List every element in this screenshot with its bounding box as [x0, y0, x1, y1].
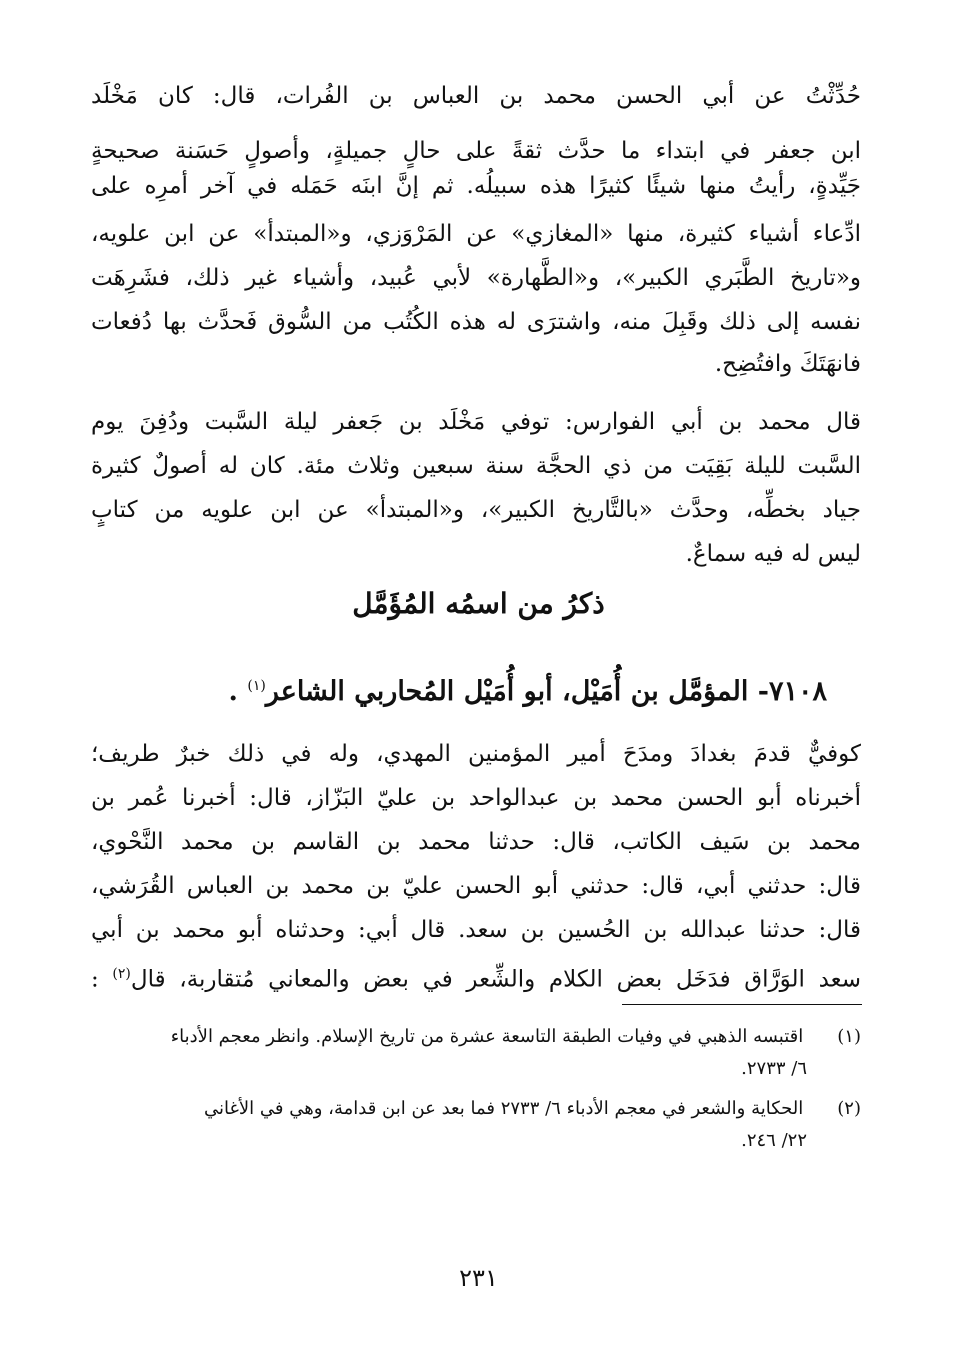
- footnote-rule: [622, 1004, 862, 1005]
- footnote-text: الحكاية والشعر في معجم الأدباء ٦/ ٢٧٣٣ فما بعد عن ابن قدامة، وهي في الأغاني: [204, 1098, 804, 1119]
- footnote-number: (١): [837, 1026, 861, 1047]
- text-line: ليس له فيه سماعٌ.: [685, 541, 861, 567]
- text-line: و«تاريخ الطَّبَري الكبير»، و«الطَّهارة» لأبي عُبيد، وأشياء غير ذلك، فشَرِهَت: [91, 265, 861, 291]
- text-line: [91, 952, 861, 996]
- footnote: [91, 1094, 861, 1124]
- text-line: السَّبت لليلة بَقِيَت من ذي الحجَّة سنة سبعين وثلاث مئة. كان له أصولٌ كثيرة: [91, 453, 861, 479]
- text-line: فانهَتَكَ وافتُضِح.: [714, 351, 861, 377]
- text-line-content: سعد الوَرَّاق فدَخَل بعض الكلام والشِّعر في بعض والمعاني مُتقاربة، قال: [130, 966, 861, 993]
- text-line: أخبرناه أبو الحسن محمد بن عبدالواحد بن عليّ البَزّاز، قال: أخبرنا عُمر بن: [91, 785, 861, 811]
- text-line: ادِّعاء أشياء كثيرة، منها «المغازي» عن المَرْوَزي، و«المبتدأ» عن ابن علويه،: [91, 221, 861, 247]
- page-number: ٢٣١: [459, 1264, 498, 1292]
- text-line: قال: حدثنا عبدالله بن الحُسين بن سعد. قال أبي: وحدثناه أبو محمد بن أبي: [91, 917, 861, 943]
- text-line: محمد بن سَيف الكاتب، قال: حدثنا محمد بن القاسم بن محمد النَّحْوي،: [91, 829, 861, 855]
- text-line: كوفيٌّ قدمَ بغدادَ ومدَحَ أمير المؤمنين المهدي، وله في ذلك خبرٌ طريف؛: [91, 741, 861, 767]
- text-line: نفسه إلى ذلك وقَبِلَ منه، واشترَى له هذه الكُتُب من السُّوق فَحدَّث بها دُفعات: [91, 309, 861, 335]
- text-line: قال محمد بن أبي الفوارس: توفي مَخْلَد بن جَعفر ليلة السَّبت ودُفِنَ يوم: [91, 409, 861, 435]
- footnote: [91, 1022, 861, 1052]
- footnote-number: (٢): [837, 1098, 861, 1119]
- text-line: قال: حدثني أبي، قال: حدثني أبو الحسن عليّ بن محمد بن العباس القُرَشي،: [91, 873, 861, 899]
- text-line: جَيِّدةٍ، رأيتُ منها شيئًا كثيرًا هذه سبيلُه. ثم إنَّ ابنَه حَمَله في آخر أمرِه على: [91, 173, 861, 199]
- footnote-continuation: ٢٢/ ٢٤٦.: [741, 1130, 807, 1151]
- entry-title: [96, 662, 827, 716]
- text-line-trail: :: [91, 966, 99, 993]
- footnote-reference: (١): [247, 678, 266, 694]
- footnote-continuation: ٦/ ٢٧٣٣.: [741, 1058, 807, 1079]
- footnote-text: اقتبسه الذهبي في وفيات الطبقة التاسعة عشرة من تاريخ الإسلام. وانظر معجم الأدباء: [170, 1026, 804, 1047]
- text-line: حُدِّثْتُ عن أبي الحسن محمد بن العباس بن الفُرات، قال: كان مَخْلَد: [91, 83, 861, 109]
- section-heading: ذكرُ من اسمُه المُؤَمَّل: [352, 587, 605, 620]
- text-line: جياد بخطِّه، وحدَّث «بالتَّاريخ الكبير»، و«المبتدأ» عن ابن علويه من كتابٍ: [91, 497, 861, 523]
- entry-title-trail: .: [228, 676, 238, 707]
- entry-title-text: ٧١٠٨- المؤمَّل بن أُمَيْل، أبو أُمَيْل المُحاربي الشاعر: [265, 676, 827, 707]
- footnote-reference: (٢): [112, 966, 131, 982]
- text-line: ابن جعفر في ابتداء ما حدَّث ثقةً على حالٍ جميلةٍ، وأصولٍ حَسَنة صحيحةٍ: [91, 138, 861, 164]
